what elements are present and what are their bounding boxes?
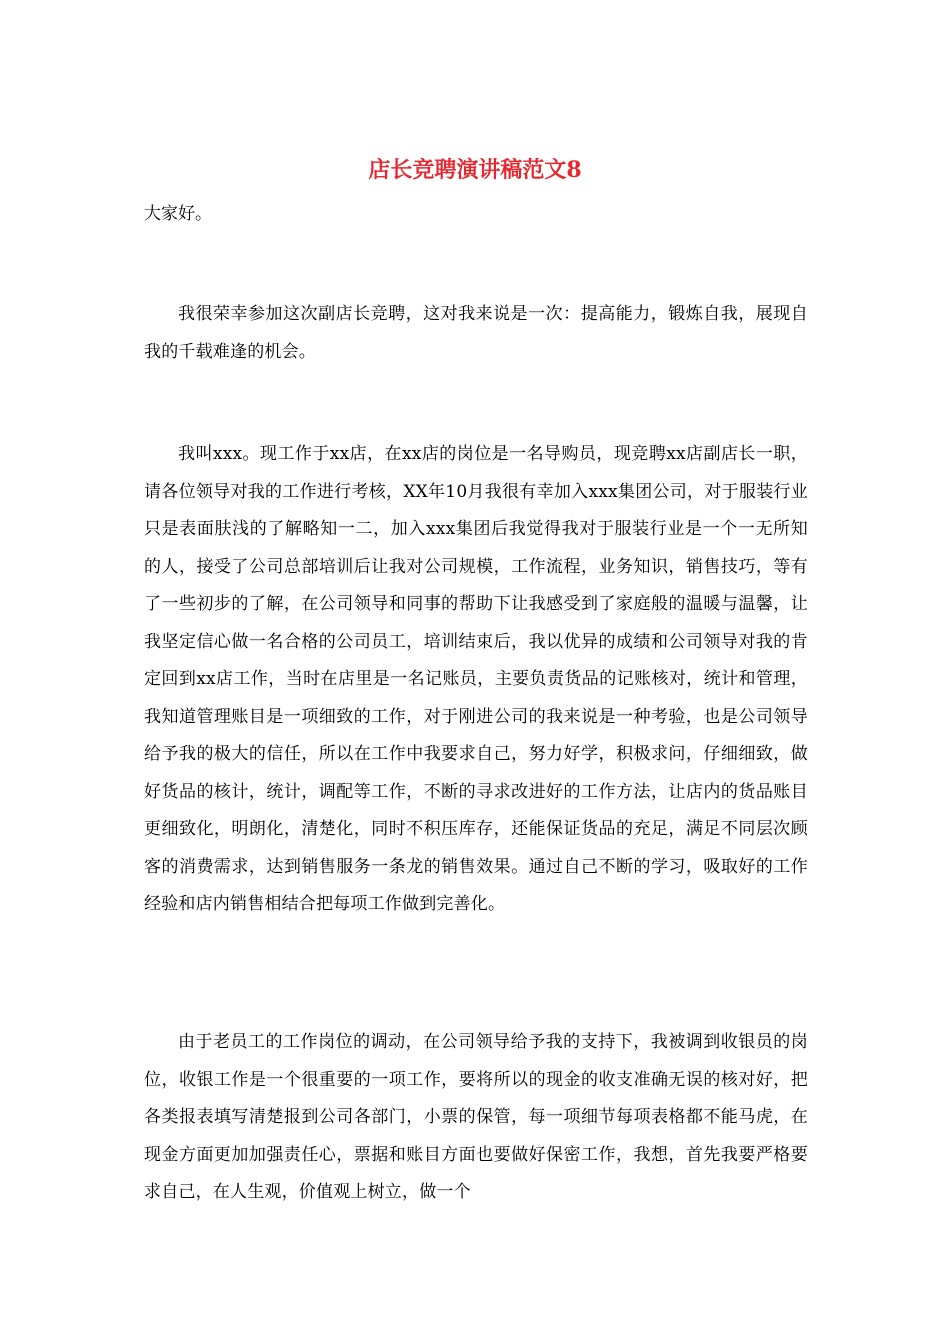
greeting-text: 大家好。 [144,204,212,224]
paragraph-1: 我很荣幸参加这次副店长竞聘，这对我来说是一次：提高能力，锻炼自我，展现自我的千载难逢的机会。 [144,304,808,362]
paragraph-3: 由于老员工的工作岗位的调动，在公司领导给予我的支持下，我被调到收银员的岗位，收银工作是一个很重要的一项工作，要将所以的现金的收支准确无误的核对好，把各类报表填写清楚报到公司各部门，小票的保管，每一项细节每项表格都不能马虎，在现金方面更加加强责任心，票据和账目方面也要做好保密工作，我想，首先我要严格要求自己，在人生观，价值观上树立，做一个 [144,1032,808,1202]
paragraph-2: 我叫xxx。现工作于xx店，在xx店的岗位是一名导购员，现竞聘xx店副店长一职，请各位领导对我的工作进行考核，XX年10月我很有幸加入xxx集团公司，对于服装行业只是表面肤浅的了解略知一二，加入xxx集团后我觉得我对于服装行业是一个一无所知的人，接受了公司总部培训后让我对公司规模，工作流程，业务知识，销售技巧，等有了一些初步的了解，在公司领导和同事的帮助下让我感受到了家庭般的温暖与温馨，让我坚定信心做一名合格的公司员工，培训结束后，我以优异的成绩和公司领导对我的肯定回到xx店工作，当时在店里是一名记账员，主要负责货品的记账核对，统计和管理，我知道管理账目是一项细致的工作，对于刚进公司的我来说是一种考验，也是公司领导给予我的极大的信任，所以在工作中我要求自己，努力好学，积极求问，仔细细致，做好货品的核计，统计，调配等工作，不断的寻求改进好的工作方法，让店内的货品账目更细致化，明朗化，清楚化，同时不积压库存，还能保证货品的充足，满足不同层次顾客的消费需求，达到销售服务一条龙的销售效果。通过自己不断的学习，吸取好的工作经验和店内销售相结合把每项工作做到完善化。 [144,444,808,914]
document-title: 店长竞聘演讲稿范文8 [368,157,582,183]
